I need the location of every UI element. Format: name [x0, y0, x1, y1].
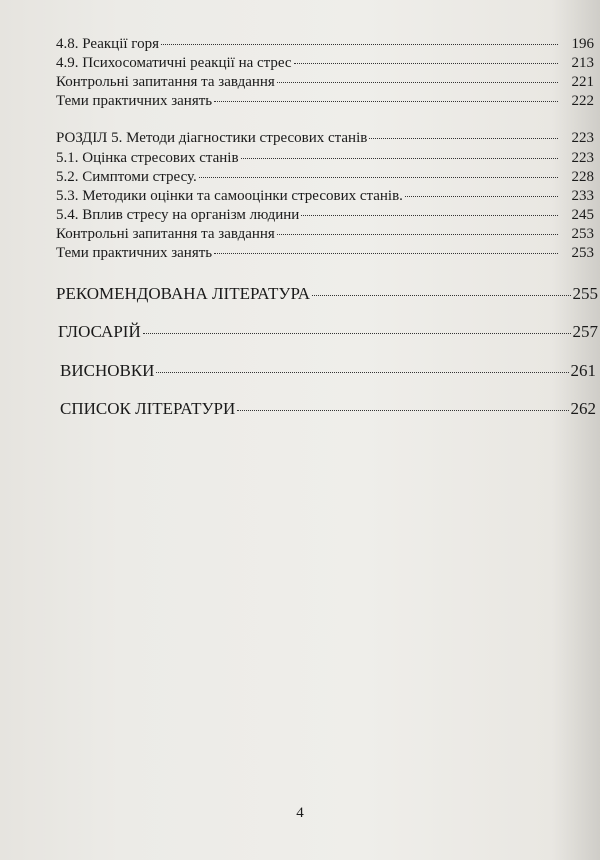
toc-entry [56, 150, 594, 167]
toc-entry-page: 233 [571, 188, 594, 204]
toc-leader-dots [214, 253, 558, 254]
toc-leader-dots [241, 158, 558, 159]
toc-entry-title: Контрольні запитання та завдання [56, 226, 275, 242]
toc-entry-page: 253 [571, 226, 594, 242]
toc-major-page: 262 [570, 399, 596, 418]
toc-entry-title: 5.4. Вплив стресу на організм людини [56, 207, 300, 223]
toc-entry-title: 5.1. Оцінка стресових станів [56, 150, 239, 166]
toc-major-title: ВИСНОВКИ [60, 361, 155, 380]
toc-major-page: 257 [572, 322, 598, 341]
toc-entry-page: 223 [571, 150, 594, 166]
toc-entry [56, 188, 594, 205]
toc-leader-dots [156, 372, 568, 373]
toc-entry [56, 36, 594, 53]
toc-major-entry [56, 284, 598, 304]
toc-entry-page: 221 [571, 74, 594, 90]
toc-entry [56, 55, 594, 72]
toc-entry [56, 245, 594, 262]
toc-major-title: РЕКОМЕНДОВАНА ЛІТЕРАТУРА [56, 284, 311, 303]
toc-entry [56, 207, 594, 224]
toc-leader-dots [199, 177, 558, 178]
toc-entry [56, 226, 594, 243]
toc-major-entry [60, 361, 596, 381]
toc-major-entry [60, 399, 596, 419]
toc-leader-dots [312, 295, 570, 296]
toc-entry-title: 5.3. Методики оцінки та самооцінки стресових станів. [56, 188, 403, 204]
toc-major-title: СПИСОК ЛІТЕРАТУРИ [60, 399, 236, 418]
toc-entry-title: 4.8. Реакції горя [56, 36, 159, 52]
toc-entry-page: 245 [571, 207, 594, 223]
toc-major-entry [58, 322, 598, 342]
toc-major-page: 255 [572, 284, 598, 303]
toc-major-page: 261 [570, 361, 596, 380]
toc-leader-dots [277, 82, 558, 83]
toc-leader-dots [301, 215, 558, 216]
toc-leader-dots [214, 101, 558, 102]
toc-entry-page: 253 [571, 245, 594, 261]
toc-chapter-entry [56, 130, 594, 147]
toc-leader-dots [369, 138, 558, 139]
toc-entry-page: 196 [571, 36, 594, 52]
toc-leader-dots [405, 196, 558, 197]
toc-entry-page: 222 [571, 93, 594, 109]
toc-entry [56, 93, 594, 110]
toc-entry-title: Контрольні запитання та завдання [56, 74, 275, 90]
toc-entry-page: 223 [571, 130, 594, 146]
toc-major-title: ГЛОСАРІЙ [58, 322, 141, 341]
toc-entry-page: 213 [571, 55, 594, 71]
page-number: 4 [296, 805, 304, 821]
toc-entry-page: 228 [571, 169, 594, 185]
toc-entry [56, 169, 594, 186]
toc-leader-dots [161, 44, 558, 45]
toc-entry-title: 4.9. Психосоматичні реакції на стрес [56, 55, 292, 71]
toc-entry [56, 74, 594, 91]
toc-entry-title: Теми практичних занять [56, 93, 213, 109]
toc-leader-dots [237, 410, 568, 411]
toc-leader-dots [277, 234, 558, 235]
toc-entry-title: Теми практичних занять [56, 245, 213, 261]
toc-leader-dots [294, 63, 558, 64]
toc-entry-title: 5.2. Симптоми стресу. [56, 169, 197, 185]
toc-leader-dots [143, 333, 571, 334]
toc-entry-title: РОЗДІЛ 5. Методи діагностики стресових станів [56, 130, 368, 146]
